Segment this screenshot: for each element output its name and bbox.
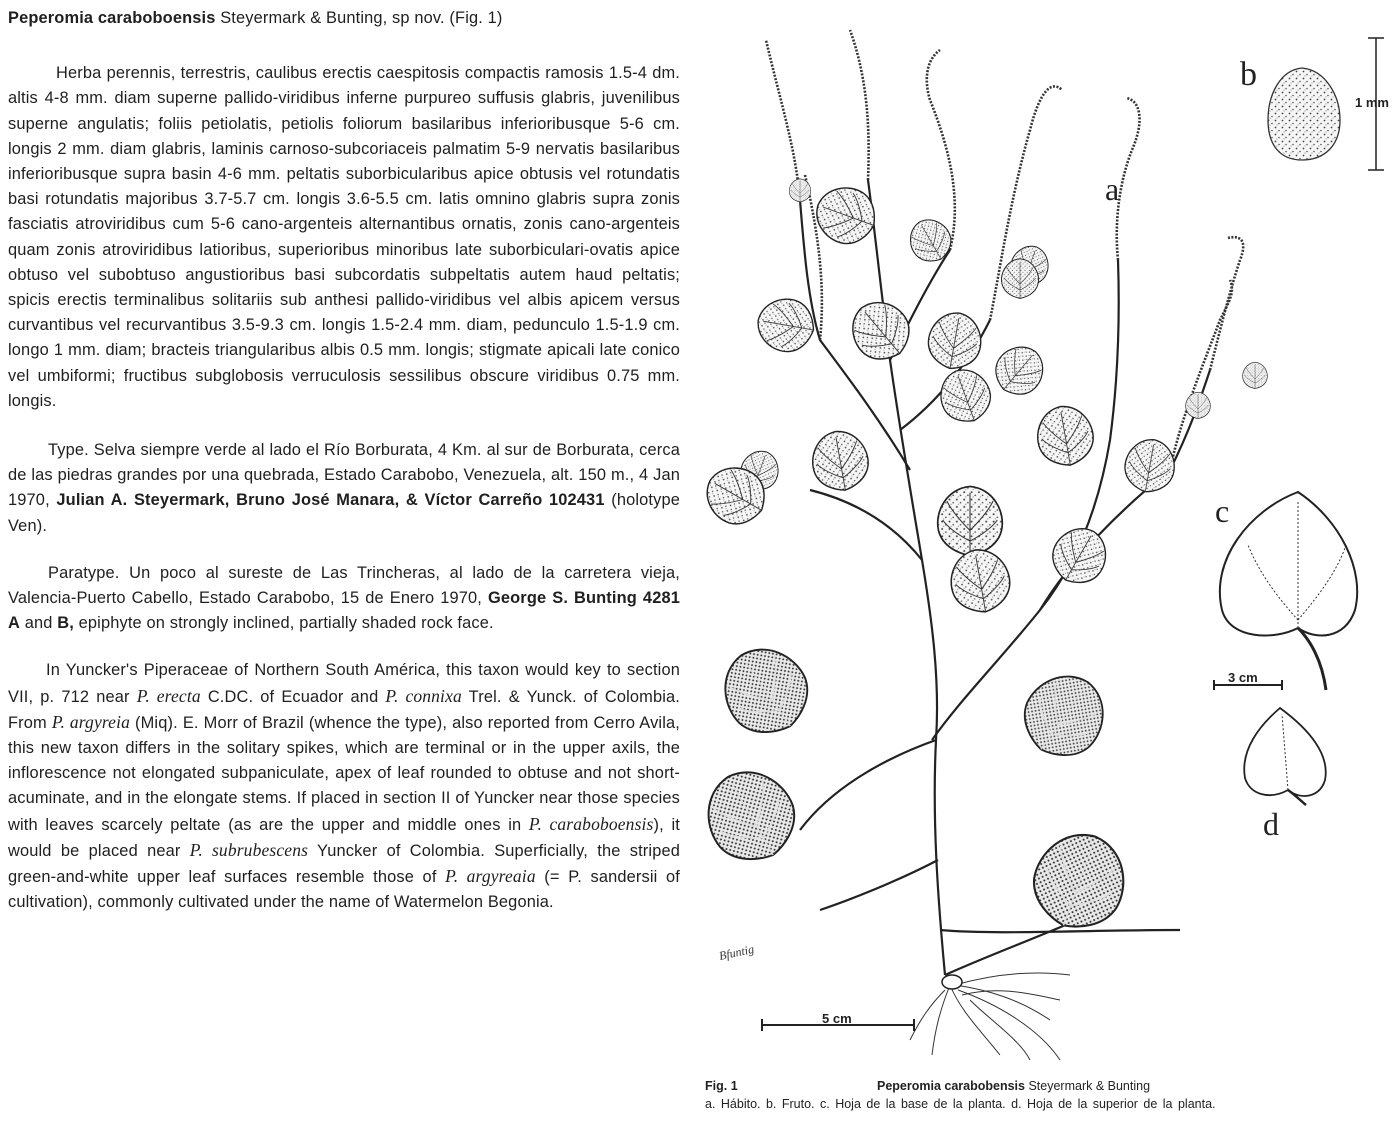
paratype-text: Paratype. Un poco al sureste de Las Trincheras, al lado de la carretera vieja, Valencia-Puerto Cabello, Estado Carabobo, 15 de Enero 1970,: [8, 563, 680, 608]
scale-label-1mm: 1 mm: [1355, 95, 1389, 110]
latin-description: Herba perennis, terrestris, caulibus erectis caespitosis compactis ramosis 1.5-4 dm. altis 4-8 mm. diam superne pallido-viridibus inferne purpureo suffusis glabris, juvenilibus superne angulatis; foliis petiolatis, petiolis foliorum basilaribus inferioribusque 5-6 cm. longis 2 mm. diam glabris, laminis carnoso-subcoriaceis palmatim 5-9 nervatis basilaribus inferioribusque supra basin 4-6 mm. peltatis suborbicularibus apice obtusis vel rotundatis basi rotundatis majoribus 3.7-5.7 cm. longis 3.6-5.5 cm. latis omnino glabris supra zonis fasciatis atroviridibus cum 5-6 cano-argenteis alternantibus ornatis, zonis cano-argenteis quam zonis atroviridibus latioribus, superioribus minoribus late suborbiculari-ovatis apice obtuso vel subobtuso angustioribus basi subcordatis subpeltatis autem haud peltatis; spicis erectis terminalibus solitariis sub anthesi pallido-viridibus vel albis apicem versus curvantibus vel recurvantibus 3.5-9.3 cm. longis 1.5-2.4 mm. diam, pedunculo 1.5-1.9 cm. longo 1 mm. diam; bracteis triangularibus albis 0.5 mm. longis; stigmate apicali late conico vel umbiformi; fructibus subglobosis verruculosis sessilibus obscure viridibus 0.75 mm. longis.: [8, 64, 680, 410]
caption-legend: a. Hábito. b. Fruto. c. Hoja de la base de la planta. d. Hoja de la superior de la planta.: [705, 1097, 1216, 1111]
roots: [910, 973, 1070, 1060]
paratype-collector: George S. Bunting 4281 A: [8, 589, 680, 633]
paratype-b: B,: [57, 614, 74, 633]
paratype-and: and: [20, 614, 58, 633]
species-name: Peperomia caraboboensis: [8, 9, 216, 27]
label-d: d: [1263, 806, 1279, 842]
flower-spikes: [766, 30, 1243, 470]
taxon-p-caraboboensis: P. caraboboensis: [528, 813, 654, 834]
type-paragraph: [8, 438, 680, 539]
remarks-text-1: In Yuncker's Piperaceae of Northern South América, this taxon would key to section VII, p. 712 near: [8, 661, 680, 706]
scale-label-3cm: 3 cm: [1228, 670, 1258, 685]
taxon-p-erecta: P. erecta: [136, 685, 201, 706]
caption-fig-number: Fig. 1: [705, 1079, 738, 1093]
label-c: c: [1215, 493, 1230, 529]
type-collectors: Julian A. Steyermark, Bruno José Manara, & Víctor Carreño 102431: [56, 491, 605, 510]
remarks-paragraph: [8, 658, 680, 915]
taxon-p-argyreaia: P. argyreaia: [445, 866, 536, 887]
remarks-text-6: Yuncker of Colombia. Superficially, the striped green-and-white upper leaf surfaces resemble those of: [8, 841, 681, 887]
label-a: a: [1105, 171, 1120, 207]
artist-signature: Bfuntig: [717, 941, 756, 963]
remarks-text-3: Trel. & Yunck. of Colombia. From: [8, 687, 680, 732]
species-heading: [8, 6, 680, 31]
taxon-p-subrubescens: P. subrubescens: [189, 839, 309, 860]
fruit-drawing: [1268, 68, 1340, 160]
scale-label-5cm: 5 cm: [822, 1011, 852, 1026]
type-tail: (holotype Ven).: [8, 491, 680, 535]
leaves: [700, 179, 1267, 941]
type-text: Type. Selva siempre verde al lado el Río Borburata, 4 Km. al sur de Borburata, cerca de las piedras grandes por una quebrada, Estado Carabobo, Venezuela, alt. 150 m., 4 Jan 1970,: [8, 441, 680, 510]
leaf-c-drawing: [1220, 492, 1357, 635]
label-b: b: [1240, 56, 1257, 93]
article-text: [8, 6, 680, 916]
heading-authority: Steyermark & Bunting, sp nov. (Fig. 1): [215, 9, 503, 27]
figure-caption: [705, 1077, 1395, 1113]
botanical-illustration: [700, 0, 1400, 1129]
leaf-d-drawing: [1244, 708, 1326, 796]
remarks-text-2: C.DC. of Ecuador and: [200, 687, 386, 706]
plant-drawing: [700, 0, 1400, 1075]
taxon-p-connixa: P. connixa: [385, 685, 462, 706]
taxon-p-argyreia: P. argyreia: [51, 711, 130, 732]
paratype-paragraph: [8, 561, 680, 637]
remarks-text-7: (= P. sandersii of cultivation), commonly cultivated under the name of Watermelon Begonia.: [8, 868, 681, 912]
remarks-text-4: (Miq). E. Morr of Brazil (whence the type), also reported from Cerro Avila, this new taxon differs in the solitary spikes, which are terminal or in the upper axils, the inflorescence not elongated subpaniculate, apex of leaf rounded to obtuse and not short-acuminate, and in the elongate stems. If placed in section II of Yuncker near those species with leaves scarcely peltate (as are the upper and middle ones in: [8, 713, 680, 834]
paratype-tail: epiphyte on strongly inclined, partially shaded rock face.: [73, 614, 494, 633]
caption-species: Peperomia carabobensis: [877, 1079, 1025, 1093]
remarks-text-5: ), it would be placed near: [8, 815, 680, 860]
caption-authors: Steyermark & Bunting: [1024, 1079, 1151, 1093]
